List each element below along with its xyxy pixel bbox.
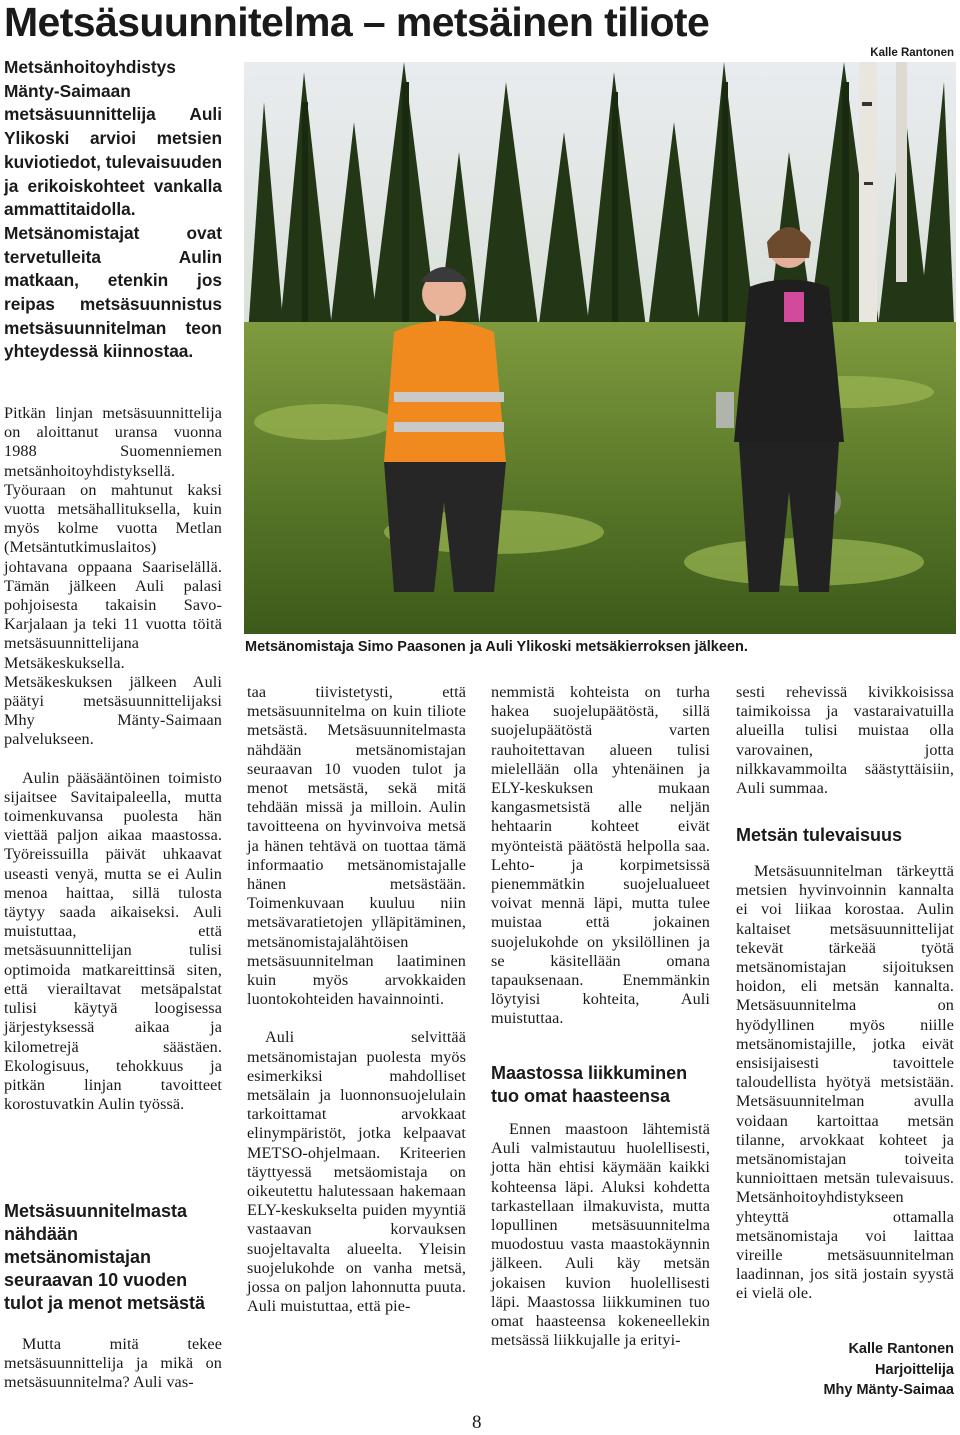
col2-paragraph-2: Auli selvittää metsänomistajan puolesta myös esimerkiksi mahdolliset metsälain ja luonnonsuojelulain tarkoittamat arvokkaat elinympäristöt, jotka kelpaavat METSO-ohjelmaan. Kriteerien täyttyessä metsäomistaja on oikeutettu halutessaan hakemaan ELY-keskukselta puiden myyntiä vastaavan korvauksen suojeltavalta alueelta. Yleisin suojelukohde on vanha metsä, jossa on paljon lahonnutta puuta. Auli muistuttaa, että pie- [247, 1028, 466, 1316]
col1-paragraph-3-wrap [4, 1335, 222, 1393]
col1-paragraph-1: Pitkän linjan metsäsuunnittelija on aloittanut uransa vuonna 1988 Suomenniemen metsänhoitoyhdistyksellä. Työuraan on mahtunut kaksi vuotta metsähallituksella, kuin myös kolme vuotta Metlan (Metsäntutkimuslaitos) johtavana oppaana Saariselällä. Tämän jälkeen Auli palasi pohjoisesta takaisin Savo-Karjalaan ja teki 11 vuotta töitä metsäsuunnittelijana Metsäkeskuksella. Metsäkeskuksen jälkeen Auli päätyi metsäsuunnittelijaksi Mhy Mänty-Saimaan palvelukseen. [4, 404, 222, 749]
column-1 [4, 404, 222, 1114]
col3-paragraph-1: nemmistä kohteista on turha hakea suojelupäätöstä, sillä suojelupäätöstä varten rauhoitettavan alueen tulisi mielellään olla yhtenäinen ja ELY-keskuksen mukaan kangasmetsistä alle neljän hehtaarin kohteet eivät myönteistä päätöstä helpolla saa. Lehto- ja korpimetsissä pienemmätkin suojelualueet voivat mennä läpi, mutta tulee muistaa että jokainen suojelukohde on yksilöllinen ja se käsitellään omana tapauksenaan. Enemmänkin löytyisi kohteita, Auli muistuttaa. [491, 683, 710, 1028]
author-title: Harjoittelija [875, 1361, 954, 1378]
page-number: 8 [472, 1412, 482, 1433]
photo-credit: Kalle Rantonen [870, 47, 954, 59]
article-photo [244, 62, 956, 634]
col2-paragraph-1: taa tiivistetysti, että metsäsuunnitelma on kuin tiliote metsästä. Metsäsuunnitelmasta nähdään metsänomistajan seuraavan 10 vuoden tulot ja menot metsästä, sekä mitä tehdään missä ja milloin. Aulin tavoitteena on hyvinvoiva metsä ja hänen tehtävä on tuottaa tämä informaatio metsänomistajalle hänen metsästään. Toimenkuvaan kuuluu niin metsävaratietojen ylläpitäminen, metsänomistajalähtöisen metsäsuunnitelman laatiminen kuin myös arvokkaiden luontokohteiden havainnointi. [247, 683, 466, 1009]
col1-paragraph-2: Aulin pääsääntöinen toimisto sijaitsee Savitaipaleella, mutta toimenkuvansa puolesta hän viettää paljon aikaa maastossa. Työreissuilla päivät uhkaavat useasti venyä, mutta se ei Aulin menoa haittaa, sillä tulosta täytyy saada aikaiseksi. Auli muistuttaa, että metsäsuunnittelijan tulisi optimoida matkareittinsä siten, että vierailtavat metsäpalstat tulisi käytyä loogisessa järjestyksessä aikaa ja kilometrejä säästäen. Ekologisuus, tehokkuus ja pitkän linjan tavoitteet korostuvatkin Aulin työssä. [4, 768, 222, 1114]
col1-paragraph-3: Mutta mitä tekee metsäsuunnittelija ja mikä on metsäsuunnitelma? Auli vas- [4, 1335, 222, 1392]
col4-paragraph-1: sesti rehevissä kivikkoisissa taimikoissa ja vastaraivatuilla alueilla tulisi muistaa olla varovainen, jotta nilkkavammoilta säästyttäisiin, Auli summaa. [736, 683, 954, 798]
col3-subheading: Maastossa liikkuminen tuo omat haasteensa [491, 1063, 688, 1106]
photo-caption: Metsänomistaja Simo Paasonen ja Auli Ylikoski metsäkierroksen jälkeen. [245, 639, 748, 655]
forest-photo-illustration [244, 62, 956, 634]
article-headline: Metsäsuunnitelma – metsäinen tiliote [4, 0, 710, 45]
column-3 [491, 683, 710, 1029]
col1-subheading: Metsäsuunnitelmasta nähdään metsänomistajan seuraavan 10 vuoden tulot ja menot metsästä [4, 1201, 206, 1313]
column-4-b [736, 862, 954, 1304]
author-organization: Mhy Mänty-Saimaa [823, 1382, 954, 1398]
column-3-b [491, 1120, 710, 1350]
col4-subheading: Metsän tulevaisuus [736, 825, 903, 845]
author-signature [823, 1339, 954, 1401]
col3-paragraph-2: Ennen maastoon lähtemistä Auli valmistautuu huolellisesti, jotta hän ehtisi käymään kaikki kohteensa läpi. Aluksi kohdetta tarkastellaan ilmakuvista, mutta lopullinen metsäsuunnitelma muodostuu vasta maastokäynnin jälkeen. Auli käy metsän jokaisen kuvion huolellisesti läpi. Maastossa liikkuminen tuo omat haasteensa kokeneellekin metsässä liikkujalle ja erityi- [491, 1120, 710, 1350]
col4-paragraph-2: Metsäsuunnitelman tärkeyttä metsien hyvinvoinnin kannalta ei voi liikaa korostaa. Aulin kaltaiset metsäsuunnittelijat tekevät tärkeää työtä metsänomistajan sijoituksen hoidon, eli metsän kannalta. Metsäsuunnitelma on hyödyllinen myös niille metsänomistajille, jotka eivät ensisijaisesti tavoittele taloudellista hyötyä metsistään. Metsäsuunnitelman avulla voidaan kartoittaa metsän tilanne, arvokkaat kohteet ja metsänomistajan toiveita kunnioittaen metsän tulevaisuus. Metsänhoitoyhdistykseen yhteyttä ottamalla metsänomistaja voi laittaa vireille metsäsuunnitelman laadinnan, jos sitä jostain syystä ei vielä ole. [736, 862, 954, 1303]
column-4 [736, 683, 954, 798]
author-name: Kalle Rantonen [848, 1341, 954, 1357]
column-2 [247, 683, 466, 1317]
article-lead: Metsänhoitoyhdistys Mänty-Saimaan metsäsuunnittelija Auli Ylikoski arvioi metsien kuviotiedot, tulevaisuuden ja erikoiskohteet vankalla ammattitaidolla. Metsänomistajat ovat tervetulleita Aulin matkaan, etenkin jos reipas metsäsuunnistus metsäsuunnitelman teon yhteydessä kiinnostaa. [4, 57, 222, 362]
